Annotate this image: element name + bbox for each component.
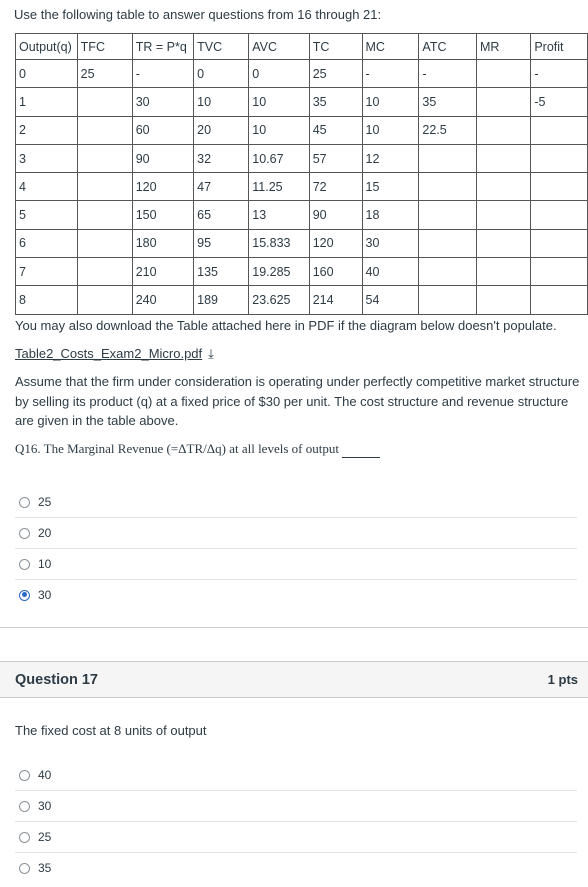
table-cell: 120 — [132, 173, 193, 201]
download-icon[interactable]: ⤓ — [208, 346, 214, 361]
column-header: TFC — [77, 34, 132, 60]
table-cell: 150 — [132, 201, 193, 229]
table-cell — [77, 201, 132, 229]
table-cell — [531, 258, 588, 286]
pdf-note: You may also download the Table attached here in PDF if the diagram below doesn't populate. — [15, 318, 557, 333]
table-cell: 135 — [194, 258, 249, 286]
table-cell: 10 — [249, 88, 309, 116]
table-cell: 240 — [132, 286, 193, 314]
table-cell — [419, 258, 477, 286]
radio-button[interactable] — [19, 801, 30, 812]
column-header: MR — [477, 34, 531, 60]
table-cell: 30 — [132, 88, 193, 116]
answer-label[interactable]: 25 — [38, 495, 52, 509]
table-cell: 23.625 — [249, 286, 309, 314]
table-cell: 15 — [362, 173, 419, 201]
column-header: ATC — [419, 34, 477, 60]
answer-option[interactable] — [15, 487, 577, 517]
answer-label[interactable]: 10 — [38, 557, 52, 571]
table-cell — [477, 144, 531, 172]
table-cell — [531, 286, 588, 314]
table-cell — [77, 116, 132, 144]
answer-option[interactable] — [15, 852, 577, 883]
table-cell: 0 — [194, 60, 249, 88]
answer-label[interactable]: 30 — [38, 799, 52, 813]
table-intro: Use the following table to answer questions from 16 through 21: — [14, 7, 382, 22]
table-cell: 2 — [16, 116, 78, 144]
table-cell — [77, 286, 132, 314]
table-cell: 10.67 — [249, 144, 309, 172]
table-cell — [77, 258, 132, 286]
table-cell: 7 — [16, 258, 78, 286]
table-header-row — [16, 34, 588, 60]
table-cell: 0 — [249, 60, 309, 88]
table-cell — [477, 88, 531, 116]
table-cell: 19.285 — [249, 258, 309, 286]
table-row — [16, 229, 588, 257]
answer-option[interactable] — [15, 517, 577, 548]
table-cell: 1 — [16, 88, 78, 116]
table-cell: 30 — [362, 229, 419, 257]
answer-label[interactable]: 25 — [38, 830, 52, 844]
question-17-title: Question 17 — [15, 672, 98, 688]
table-cell: 189 — [194, 286, 249, 314]
table-cell: -5 — [531, 88, 588, 116]
question-16-text — [15, 441, 380, 458]
table-row — [16, 258, 588, 286]
radio-button[interactable] — [19, 832, 30, 843]
table-cell — [419, 173, 477, 201]
column-header: Output(q) — [16, 34, 78, 60]
answer-option[interactable] — [15, 579, 577, 610]
column-header: MC — [362, 34, 419, 60]
table-cell — [477, 258, 531, 286]
table-cell: 15.833 — [249, 229, 309, 257]
column-header: TC — [309, 34, 362, 60]
answer-option[interactable] — [15, 821, 577, 852]
question-17-points: 1 pts — [547, 672, 578, 687]
pdf-link-label[interactable]: Table2_Costs_Exam2_Micro.pdf — [15, 346, 203, 361]
table-cell: 160 — [309, 258, 362, 286]
table-cell: 47 — [194, 173, 249, 201]
table-cell: 10 — [249, 116, 309, 144]
table-cell: 25 — [77, 60, 132, 88]
table-cell — [77, 88, 132, 116]
cost-table — [15, 33, 588, 315]
table-row — [16, 201, 588, 229]
table-cell — [477, 173, 531, 201]
table-cell: 60 — [132, 116, 193, 144]
table-cell: 214 — [309, 286, 362, 314]
table-cell: 8 — [16, 286, 78, 314]
table-cell: 210 — [132, 258, 193, 286]
table-cell — [77, 173, 132, 201]
table-cell: 22.5 — [419, 116, 477, 144]
answer-option[interactable] — [15, 548, 577, 579]
table-cell — [531, 173, 588, 201]
table-row — [16, 144, 588, 172]
table-cell: 25 — [309, 60, 362, 88]
table-cell: 45 — [309, 116, 362, 144]
answer-option[interactable] — [15, 760, 577, 790]
table-cell: 65 — [194, 201, 249, 229]
table-cell: 72 — [309, 173, 362, 201]
table-cell — [477, 116, 531, 144]
table-cell — [77, 144, 132, 172]
question-divider — [0, 627, 588, 628]
table-cell: 180 — [132, 229, 193, 257]
table-cell: 5 — [16, 201, 78, 229]
column-header: Profit — [531, 34, 588, 60]
table-cell — [419, 229, 477, 257]
table-cell: 35 — [309, 88, 362, 116]
radio-button[interactable] — [19, 863, 30, 874]
column-header: AVC — [249, 34, 309, 60]
table-cell — [477, 286, 531, 314]
table-cell: 90 — [309, 201, 362, 229]
question-17-answers — [15, 760, 577, 883]
question-16-prompt: Q16. The Marginal Revenue (=ΔTR/Δq) at all levels of output — [15, 441, 339, 456]
table-cell: 4 — [16, 173, 78, 201]
table-cell: 40 — [362, 258, 419, 286]
table-cell — [419, 286, 477, 314]
question-17-header — [0, 661, 588, 698]
table-row — [16, 286, 588, 314]
table-row — [16, 116, 588, 144]
table-cell — [531, 144, 588, 172]
table-cell — [531, 229, 588, 257]
question-16-answers — [15, 487, 577, 610]
table-cell: 35 — [419, 88, 477, 116]
table-cell: 10 — [362, 88, 419, 116]
table-cell: 95 — [194, 229, 249, 257]
answer-label[interactable]: 40 — [38, 768, 52, 782]
table-cell: - — [362, 60, 419, 88]
table-cell — [531, 201, 588, 229]
table-row — [16, 173, 588, 201]
table-cell: 32 — [194, 144, 249, 172]
table-cell: 20 — [194, 116, 249, 144]
answer-blank — [342, 441, 380, 458]
table-cell: 3 — [16, 144, 78, 172]
assumption-text: Assume that the firm under consideration is operating under perfectly competitive market structure by selling its product (q) at a fixed price of $30 per unit. The cost structure and revenue structure are given in the table above. — [15, 374, 580, 428]
table-cell — [477, 201, 531, 229]
table-cell — [419, 201, 477, 229]
table-cell: - — [531, 60, 588, 88]
table-cell: - — [132, 60, 193, 88]
table-cell: 120 — [309, 229, 362, 257]
radio-button[interactable] — [19, 559, 30, 570]
radio-button[interactable] — [19, 497, 30, 508]
table-cell — [477, 229, 531, 257]
table-cell: 6 — [16, 229, 78, 257]
table-cell: 90 — [132, 144, 193, 172]
table-cell: 12 — [362, 144, 419, 172]
pdf-download-link[interactable] — [15, 346, 214, 362]
table-cell: 10 — [362, 116, 419, 144]
question-17-text: The fixed cost at 8 units of output — [15, 723, 207, 738]
table-cell — [477, 60, 531, 88]
radio-button[interactable] — [19, 528, 30, 539]
radio-button-selected[interactable] — [19, 590, 30, 601]
table-cell: 11.25 — [249, 173, 309, 201]
table-row — [16, 60, 588, 88]
table-cell: 18 — [362, 201, 419, 229]
table-cell: 0 — [16, 60, 78, 88]
table-cell — [77, 229, 132, 257]
column-header: TVC — [194, 34, 249, 60]
table-cell: 13 — [249, 201, 309, 229]
table-row — [16, 88, 588, 116]
radio-button[interactable] — [19, 770, 30, 781]
table-cell: - — [419, 60, 477, 88]
answer-label[interactable]: 35 — [38, 861, 52, 875]
table-cell — [531, 116, 588, 144]
answer-label[interactable]: 20 — [38, 526, 52, 540]
answer-option[interactable] — [15, 790, 577, 821]
table-cell — [419, 144, 477, 172]
table-cell: 57 — [309, 144, 362, 172]
table-cell: 10 — [194, 88, 249, 116]
table-cell: 54 — [362, 286, 419, 314]
column-header: TR = P*q — [132, 34, 193, 60]
answer-label[interactable]: 30 — [38, 588, 52, 602]
